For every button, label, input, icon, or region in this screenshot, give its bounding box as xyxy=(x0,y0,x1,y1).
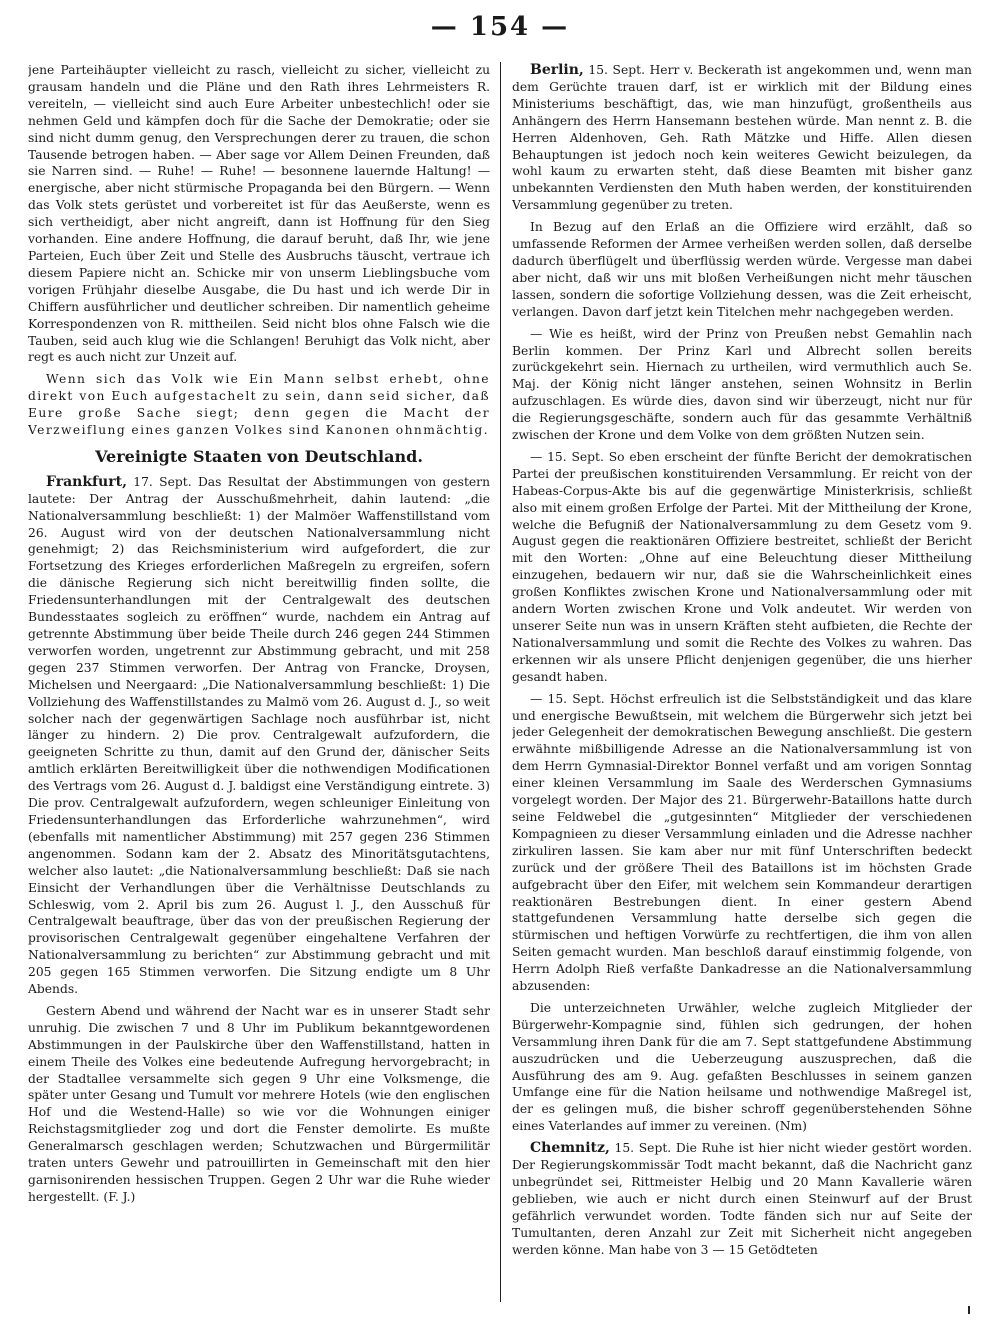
column-divider xyxy=(500,62,501,1302)
article-text: 15. Sept. Herr v. Beckerath ist angekommen und, wenn man dem Gerüchte trauen darf, ist er wirklich mit der Bildung eines Ministeriums beschäftigt, das, wie man hinzufügt, großentheils aus Anhängern des Herrn Hansemann bestehen würde. Man nennt z. B. die Herren Aldenhoven, Geh. Rath Mätzke und Hiffe. Allen diesen Behauptungen ist jedoch noch kein weiteres Gewicht beizulegen, da wohl kaum zu erwarten steht, daß diese Beamten mit bisher ganz unbekannten Verdiensten den Muth haben werden, der konstituirenden Versammlung gegenüber zu treten. xyxy=(512,63,972,213)
article-paragraph: — Wie es heißt, wird der Prinz von Preußen nebst Gemahlin nach Berlin kommen. Der Prinz Karl und Albrecht sollen bereits zurückgekehrt sein. Hiernach zu urtheilen, wird vermuthlich auch Se. Maj. der König nicht länger anstehen, seinen Wohnsitz in Berlin aufzuschlagen. Es würde dies, davon sind wir überzeugt, nicht nur für die Regierungsgeschäfte, sondern auch für das gesammte Verhältniß zwischen der Krone und dem Volke von dem größten Nutzen sein. xyxy=(512,326,972,443)
article-text: Gestern Abend und während der Nacht war es in unserer Stadt sehr unruhig. Die zwischen 7 und 8 Uhr im Publikum bekanntgewordenen Abstimmungen in der Paulskirche über den Waffenstillstand, hatten in einem Theile des Volkes eine bedeutende Aufregung hervorgebracht; in der Stadtallee versammelte sich gegen 9 Uhr eine Volksmenge, die später unter Gesang und Tumult vor mehrere Hotels (wie den englischen Hof und die Westend-Halle) so wie vor die Wohnungen einiger Reichstagsmitglieder zog und dort die Fenster demolirte. Es mußte Generalmarsch geschlagen werden; Schutzwachen und Bürgermilitär traten unters Gewehr und patrouillirten in Gemeinschaft mit den hier garnisonirenden hessischen Truppen. Gegen 2 Uhr war die Ruhe wieder hergestellt. xyxy=(28,1003,490,1204)
article-text: 15. Sept. Die Ruhe ist hier nicht wieder gestört worden. Der Regierungskommissär Todt macht bekannt, daß die Nachricht ganz unbegründet sei, Rittmeister Helbig und 20 Mann Kavallerie wären geblieben, wie auch er nicht durch einen Steinwurf auf der Brust gefährlich verwundet worden. Todte fänden sich nur auf Seite der Tumultanten, deren Anzahl zur Zeit mit Sicherheit nicht angegeben werden könne. Man habe von 3 — 15 Getödteten xyxy=(512,1141,972,1257)
dateline-place: Frankfurt, xyxy=(46,473,127,490)
article-paragraph xyxy=(28,1003,490,1206)
article-paragraph: — 15. Sept. Höchst erfreulich ist die Selbstständigkeit und das klare und energische Bewußtsein, mit welchem die Bürgerwehr sich jetzt bei jeder Gelegenheit der demokratischen Bewegung anschließt. Die gestern erwähnte mißbilligende Adresse an die Nationalversammlung ist von dem Herrn Gymnasial-Direktor Bonnel verfaßt und am vorigen Sonntag einer kleinen Versammlung im Saale des Werderschen Gymnasiums vorgelegt worden. Der Major des 21. Bürgerwehr-Bataillons hatte durch seine Feldwebel die „gutgesinnten“ Mitglieder der verschiedenen Kompagnieen zu dieser Versammlung einladen und die Adresse nachher zirkuliren lassen. Sie kam aber nur mit fünf Unterschriften bedeckt zurück und der größere Theil des Bataillons ist im höchsten Grade aufgebracht über den Eifer, mit welchem sein Kommandeur derartigen reaktionären Bestrebungen dient. In einer gestern Abend stattgefundenen Versammlung hatte derselbe sich gegen die stürmischen und heftigen Vorwürfe zu rechtfertigen, die ihm von allen Seiten gemacht wurden. Man beschloß darauf einstimmig folgende, von Herrn Adolph Rieß verfaßte Dankadresse an die Nationalversammlung abzusenden: xyxy=(512,691,972,994)
left-column xyxy=(28,62,490,1312)
page-number: — 154 — xyxy=(430,12,570,42)
print-mark xyxy=(968,1306,970,1314)
article-paragraph: — 15. Sept. So eben erscheint der fünfte Bericht der demokratischen Partei der preußischen konstituirenden Versammlung. Er reicht von der Habeas-Corpus-Akte bis auf die gegenwärtige Ministerkrisis, schließt also mit einem großen Erfolge der Partei. Mit der Mittheilung der Krone, welche die Befugniß der Nationalversammlung zu dem Gesetz vom 9. August gegen die reaktionären Offiziere bestreitet, schließt der Bericht mit den Worten: „Ohne auf eine Beleuchtung dieser Mittheilung einzugehen, bedauern wir nur, daß sie die Wahrscheinlichkeit eines großen Konfliktes zwischen Krone und Nationalversammlung oder mit andern Worten zwischen Krone und Volk andeutet. Wir werden von unserer Seite nun was in unsern Kräften steht aufbieten, die Rechte der Nationalversammlung und somit die Rechte des Volkes zu wahren. Das erkennen wir als unsere Pflicht denjenigen gegenüber, die uns hierher gesandt haben. xyxy=(512,449,972,684)
article-text: Die unterzeichneten Urwähler, welche zugleich Mitglieder der Bürgerwehr-Kompagnie sind, fühlen sich gedrungen, der hohen Versammlung ihren Dank für die am 7. Sept stattgefundene Abstimmung auszudrücken und die Ueberzeugung auszusprechen, daß die Ausführung des am 9. Aug. gefaßten Beschlusses in seinem ganzen Umfange eine für die Nation heilsame und nothwendige Maßregel ist, der es gelingen muß, die bisher schroff gegenüberstehenden Söhne eines Vaterlandes auf immer zu vereinen. xyxy=(512,1000,972,1134)
article-text: 17. Sept. Das Resultat der Abstimmungen von gestern lautete: Der Antrag der Ausschußmehrheit, dahin lautend: „die Nationalversammlung beschließt: 1) der Malmöer Waffenstillstand vom 26. August wird von der deutschen Nationalversammlung nicht genehmigt; 2) das Reichsministerium wird aufgefordert, die zur Fortsetzung des Krieges erforderlichen Maßregeln zu ergreifen, sofern die dänische Regierung sich nicht bereitwillig finden sollte, die Friedensunterhandlungen mit der Centralgewalt des deutschen Bundesstaates sogleich zu eröffnen“ wurde, nachdem ein Antrag auf getrennte Abstimmung über beide Theile durch 246 gegen 244 Stimmen verworfen worden, ungetrennt zur Abstimmung gebracht, und mit 258 gegen 237 Stimmen verworfen. Der Antrag von Francke, Droysen, Michelsen und Neergaard: „Die Nationalversammlung beschließt: 1) Die Vollziehung des Waffenstillstandes zu Malmö vom 26. August d. J., so weit solcher nach der gegenwärtigen Sachlage noch ausführbar ist, nicht länger zu hindern. 2) Die prov. Centralgewalt aufzufordern, die geeigneten Schritte zu thun, damit auf den Grund der, dänischer Seits amtlich erklärten Bereitwilligkeit über die nothwendigen Modificationen des Vertrags vom 26. August d. J. baldigst eine Verständigung eintrete. 3) Die prov. Centralgewalt aufzufordern, wegen schleuniger Einleitung von Friedensunterhandlungen das Erforderliche wahrzunehmen“, wird (ebenfalls mit namentlicher Abstimmung) mit 257 gegen 236 Stimmen angenommen. Sodann kam der 2. Absatz des Minoritätsgutachtens, welcher also lautet: „die Nationalversammlung beschließt: Daß sie nach Einsicht der Verhandlungen über die Verhältnisse Deutschlands zu Schleswig, vom 2. April bis zum 26. August l. J., den Ausschuß für Centralgewalt beauftrage, über das von der preußischen Regierung der provisorischen Centralgewalt gegenüber eingehaltene Verfahren der Nationalversammlung zu berichten“ zur Abstimmung gebracht und mit 205 gegen 165 Stimmen verworfen. Die Sitzung endigte um 8 Uhr Abends. xyxy=(28,474,490,997)
article-paragraph xyxy=(512,62,972,214)
right-column xyxy=(512,62,972,1312)
article-paragraph: jene Parteihäupter vielleicht zu rasch, vielleicht zu sicher, vielleicht zu grausam handeln und die Pläne und den Rath ihres Lehrmeisters R. vereiteln, — vielleicht sind auch Eure Arbeiter unbestechlich! oder sie nehmen Geld und kämpfen doch für die Sache der Demokratie; oder sie sind nicht dumm genug, den Versprechungen derer zu trauen, die schon Tausende betrogen haben. — Aber sage vor Allem Deinen Freunden, daß sie Narren sind. — Ruhe! — Ruhe! — besonnene lauernde Haltung! — energische, aber nicht stürmische Propaganda bei den Bürgern. — Wenn das Volk stets gerüstet und vorbereitet ist für das Aeußerste, wenn es sich vertheidigt, aber nicht angreift, dann ist Hoffnung für den Sieg vorhanden. Eine andere Hoffnung, die darauf beruht, daß Ihr, wie jene Parteien, Euch über Zeit und Stelle des Ausbruchs täuscht, vertraue ich diesem Papiere nicht an. Schicke mir von unserm Lieblingsbuche vom vorigen Frühjahr dieselbe Ausgabe, die Du hast und ich werde Dir in Chiffern ausführlicher und deutlicher schreiben. Dir namentlich geheime Korrespondenzen von R. mittheilen. Seid nicht blos ohne Falsch wie die Tauben, seid auch klug wie die Schlangen! Beruhigt das Volk nicht, aber regt es auch nicht zur Unzeit auf. xyxy=(28,63,490,365)
dateline-place: Chemnitz, xyxy=(530,1140,610,1157)
article-paragraph: In Bezug auf den Erlaß an die Offiziere wird erzählt, daß so umfassende Reformen der Armee verheißen werden sollen, daß derselbe dadurch überflügelt und überflüssig werden würde. Vergesse man dabei aber nicht, daß wir uns mit bloßen Verheißungen nicht mehr täuschen lassen, sondern die sofortige Vollziehung dessen, was die Zeit erheischt, verlangen. Davon darf jetzt kein Titelchen mehr nachgegeben werden. xyxy=(512,220,972,319)
article-paragraph xyxy=(28,474,490,998)
article-paragraph: Wenn sich das Volk wie Ein Mann selbst erhebt, ohne direkt von Euch aufgestachelt zu sein, dann seid sicher, daß Eure große Sache siegt; denn gegen die Macht der Verzweiflung eines ganzen Volkes sind Kanonen ohnmächtig. xyxy=(28,372,490,438)
dateline-place: Berlin, xyxy=(530,62,584,78)
section-heading: Vereinigte Staaten von Deutschland. xyxy=(95,446,423,466)
source-signature: (F. J.) xyxy=(103,1189,136,1204)
source-signature: (Nm) xyxy=(774,1119,807,1134)
article-paragraph xyxy=(512,1000,972,1135)
article-paragraph xyxy=(512,1140,972,1258)
